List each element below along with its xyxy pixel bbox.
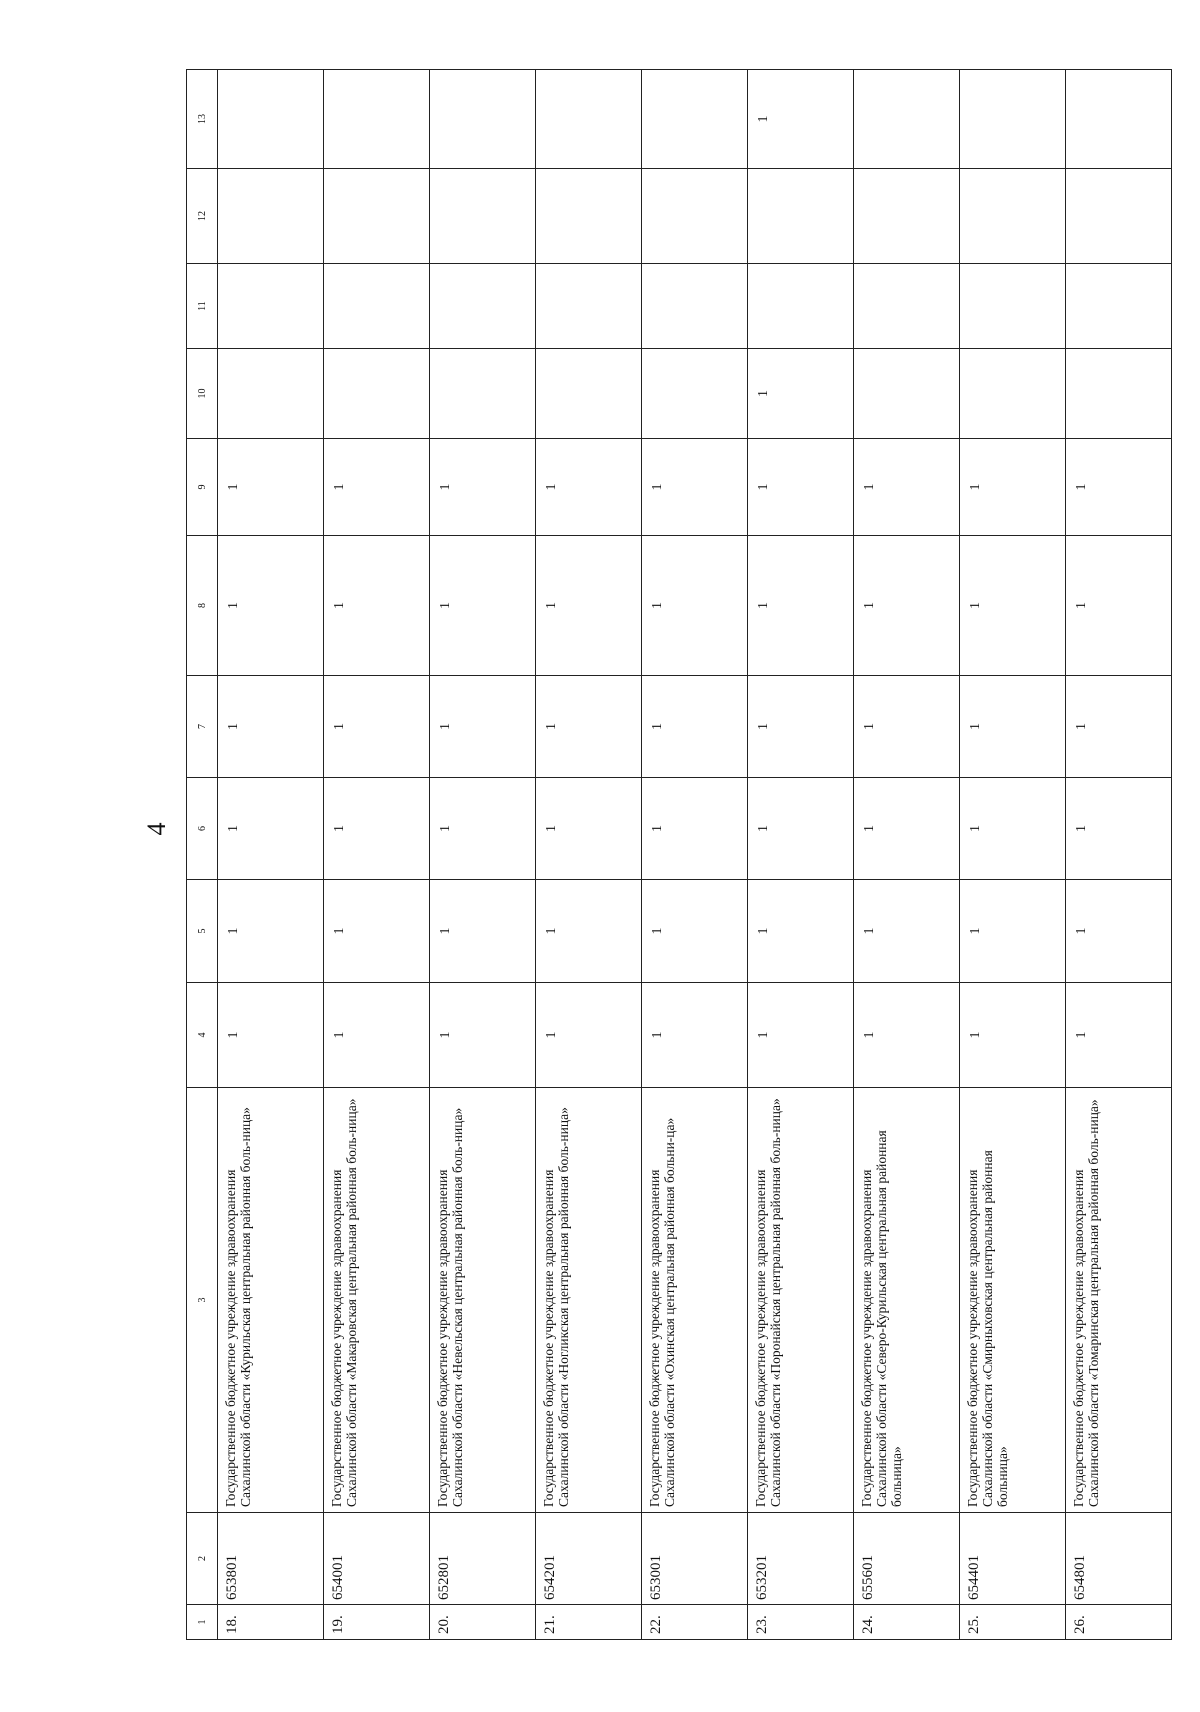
value-cell-col-12 (536, 169, 642, 264)
institution-code-cell: 653001 (642, 1513, 748, 1605)
value-cell-col-4: 1 (642, 983, 748, 1088)
institution-code-cell: 653201 (748, 1513, 854, 1605)
value-cell-col-5: 1 (1066, 880, 1172, 983)
row-number-cell: 26. (1066, 1605, 1172, 1640)
value-cell-col-8: 1 (1066, 536, 1172, 676)
value-cell-col-11 (536, 264, 642, 349)
column-number-3: 3 (187, 1088, 218, 1513)
value-cell-col-4: 1 (218, 983, 324, 1088)
value-cell-col-10 (536, 349, 642, 439)
value-cell-col-13 (960, 70, 1066, 169)
value-cell-col-5: 1 (748, 880, 854, 983)
value-cell-col-9: 1 (960, 439, 1066, 536)
table-body (218, 70, 1172, 1640)
value-cell-col-6: 1 (854, 778, 960, 880)
value-cell-col-7: 1 (218, 676, 324, 778)
value-cell-col-4: 1 (748, 983, 854, 1088)
value-cell-col-12 (748, 169, 854, 264)
rotated-table-container (186, 70, 1101, 1640)
column-number-10: 10 (187, 349, 218, 439)
value-cell-col-10 (642, 349, 748, 439)
table-row (536, 70, 642, 1640)
value-cell-col-11 (218, 264, 324, 349)
column-number-2: 2 (187, 1513, 218, 1605)
value-cell-col-12 (218, 169, 324, 264)
value-cell-col-13 (324, 70, 430, 169)
value-cell-col-11 (642, 264, 748, 349)
table-row (748, 70, 854, 1640)
value-cell-col-9: 1 (642, 439, 748, 536)
value-cell-col-5: 1 (430, 880, 536, 983)
value-cell-col-5: 1 (324, 880, 430, 983)
value-cell-col-12 (960, 169, 1066, 264)
value-cell-col-10 (960, 349, 1066, 439)
value-cell-col-11 (960, 264, 1066, 349)
value-cell-col-6: 1 (218, 778, 324, 880)
value-cell-col-11 (1066, 264, 1172, 349)
value-cell-col-5: 1 (536, 880, 642, 983)
column-number-9: 9 (187, 439, 218, 536)
row-number-cell: 23. (748, 1605, 854, 1640)
value-cell-col-9: 1 (430, 439, 536, 536)
column-number-13: 13 (187, 70, 218, 169)
column-number-row (187, 70, 218, 1640)
table-row (642, 70, 748, 1640)
value-cell-col-6: 1 (748, 778, 854, 880)
value-cell-col-6: 1 (1066, 778, 1172, 880)
value-cell-col-8: 1 (430, 536, 536, 676)
value-cell-col-5: 1 (218, 880, 324, 983)
column-number-12: 12 (187, 169, 218, 264)
value-cell-col-7: 1 (748, 676, 854, 778)
value-cell-col-11 (854, 264, 960, 349)
row-number-cell: 22. (642, 1605, 748, 1640)
value-cell-col-8: 1 (536, 536, 642, 676)
value-cell-col-7: 1 (1066, 676, 1172, 778)
column-number-4: 4 (187, 983, 218, 1088)
row-number-cell: 21. (536, 1605, 642, 1640)
value-cell-col-4: 1 (324, 983, 430, 1088)
column-number-8: 8 (187, 536, 218, 676)
institution-code-cell: 654001 (324, 1513, 430, 1605)
value-cell-col-10 (430, 349, 536, 439)
institution-code-cell: 654201 (536, 1513, 642, 1605)
value-cell-col-6: 1 (960, 778, 1066, 880)
value-cell-col-4: 1 (1066, 983, 1172, 1088)
table-row (1066, 70, 1172, 1640)
value-cell-col-7: 1 (324, 676, 430, 778)
value-cell-col-8: 1 (748, 536, 854, 676)
value-cell-col-9: 1 (854, 439, 960, 536)
institution-name-cell: Государственное бюджетное учреждение здравоохранения Сахалинской области «Макаровская центральная районная боль-ница» (324, 1088, 430, 1513)
value-cell-col-6: 1 (536, 778, 642, 880)
institution-code-cell: 654401 (960, 1513, 1066, 1605)
institution-code-cell: 652801 (430, 1513, 536, 1605)
value-cell-col-10 (324, 349, 430, 439)
value-cell-col-8: 1 (324, 536, 430, 676)
value-cell-col-13 (536, 70, 642, 169)
column-number-5: 5 (187, 880, 218, 983)
table-row (324, 70, 430, 1640)
value-cell-col-13 (430, 70, 536, 169)
column-number-6: 6 (187, 778, 218, 880)
value-cell-col-4: 1 (854, 983, 960, 1088)
row-number-cell: 24. (854, 1605, 960, 1640)
institution-name-cell: Государственное бюджетное учреждение здравоохранения Сахалинской области «Северо-Курильская центральная районная больница» (854, 1088, 960, 1513)
value-cell-col-10 (218, 349, 324, 439)
value-cell-col-9: 1 (748, 439, 854, 536)
value-cell-col-12 (642, 169, 748, 264)
row-number-cell: 18. (218, 1605, 324, 1640)
value-cell-col-6: 1 (642, 778, 748, 880)
page-number: 4 (142, 822, 171, 836)
value-cell-col-4: 1 (430, 983, 536, 1088)
column-number-11: 11 (187, 264, 218, 349)
value-cell-col-10: 1 (748, 349, 854, 439)
institution-code-cell: 655601 (854, 1513, 960, 1605)
value-cell-col-12 (854, 169, 960, 264)
row-number-cell: 20. (430, 1605, 536, 1640)
value-cell-col-7: 1 (642, 676, 748, 778)
value-cell-col-7: 1 (960, 676, 1066, 778)
value-cell-col-6: 1 (430, 778, 536, 880)
institution-code-cell: 653801 (218, 1513, 324, 1605)
institution-name-cell: Государственное бюджетное учреждение здравоохранения Сахалинской области «Невельская центральная районная боль-ница» (430, 1088, 536, 1513)
institution-name-cell: Государственное бюджетное учреждение здравоохранения Сахалинской области «Ногликская центральная районная боль-ница» (536, 1088, 642, 1513)
value-cell-col-5: 1 (854, 880, 960, 983)
value-cell-col-12 (1066, 169, 1172, 264)
value-cell-col-8: 1 (960, 536, 1066, 676)
value-cell-col-8: 1 (218, 536, 324, 676)
value-cell-col-4: 1 (960, 983, 1066, 1088)
value-cell-col-10 (1066, 349, 1172, 439)
value-cell-col-7: 1 (854, 676, 960, 778)
value-cell-col-9: 1 (1066, 439, 1172, 536)
institution-name-cell: Государственное бюджетное учреждение здравоохранения Сахалинской области «Смирныховская центральная районная больница» (960, 1088, 1066, 1513)
value-cell-col-5: 1 (960, 880, 1066, 983)
table-row (430, 70, 536, 1640)
row-number-cell: 19. (324, 1605, 430, 1640)
value-cell-col-4: 1 (536, 983, 642, 1088)
value-cell-col-7: 1 (430, 676, 536, 778)
value-cell-col-7: 1 (536, 676, 642, 778)
value-cell-col-12 (430, 169, 536, 264)
value-cell-col-13: 1 (748, 70, 854, 169)
value-cell-col-8: 1 (642, 536, 748, 676)
value-cell-col-13 (854, 70, 960, 169)
value-cell-col-8: 1 (854, 536, 960, 676)
table-row (960, 70, 1066, 1640)
value-cell-col-13 (642, 70, 748, 169)
value-cell-col-13 (218, 70, 324, 169)
value-cell-col-11 (324, 264, 430, 349)
value-cell-col-13 (1066, 70, 1172, 169)
institution-code-cell: 654801 (1066, 1513, 1172, 1605)
value-cell-col-12 (324, 169, 430, 264)
value-cell-col-9: 1 (218, 439, 324, 536)
table-row (218, 70, 324, 1640)
institution-name-cell: Государственное бюджетное учреждение здравоохранения Сахалинской области «Поронайская центральная районная боль-ница» (748, 1088, 854, 1513)
value-cell-col-11 (748, 264, 854, 349)
value-cell-col-10 (854, 349, 960, 439)
value-cell-col-5: 1 (642, 880, 748, 983)
column-number-1: 1 (187, 1605, 218, 1640)
institution-name-cell: Государственное бюджетное учреждение здравоохранения Сахалинской области «Курильская центральная районная боль-ница» (218, 1088, 324, 1513)
value-cell-col-11 (430, 264, 536, 349)
table-row (854, 70, 960, 1640)
value-cell-col-9: 1 (324, 439, 430, 536)
institutions-table (186, 69, 1172, 1640)
value-cell-col-6: 1 (324, 778, 430, 880)
row-number-cell: 25. (960, 1605, 1066, 1640)
column-number-7: 7 (187, 676, 218, 778)
institution-name-cell: Государственное бюджетное учреждение здравоохранения Сахалинской области «Томаринская центральная районная боль-ница» (1066, 1088, 1172, 1513)
value-cell-col-9: 1 (536, 439, 642, 536)
institution-name-cell: Государственное бюджетное учреждение здравоохранения Сахалинской области «Охинская центральная районная больни-ца» (642, 1088, 748, 1513)
